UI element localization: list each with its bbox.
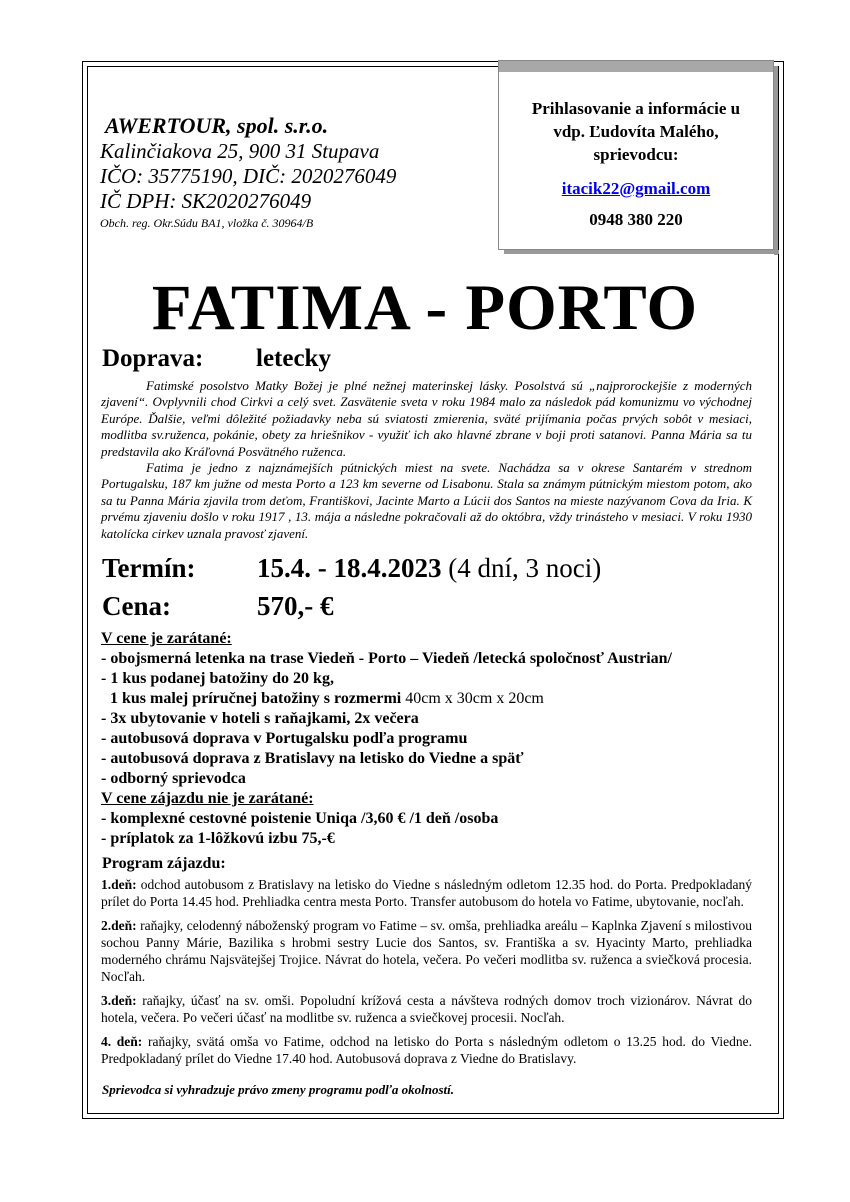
excluded-list: [101, 789, 761, 849]
day-1-label: 1.deň:: [101, 877, 137, 892]
included-heading: V cene je zarátané:: [101, 630, 232, 647]
company-name: AWERTOUR, spol. s.r.o.: [105, 113, 329, 138]
included-item-bus-portugal: - autobusová doprava v Portugalsku podľa programu: [101, 730, 468, 747]
program-day-3: [101, 992, 752, 1026]
term-label: Termín:: [102, 553, 196, 583]
contact-line-1: Prihlasovanie a informácie u: [531, 99, 741, 118]
contact-line-3: sprievodcu:: [593, 145, 679, 164]
included-item-luggage: - 1 kus podanej batožiny do 20 kg,: [101, 670, 334, 687]
transport-row: [102, 344, 331, 374]
intro-paragraph-2: Fatima je jedno z najznámejších pútnických miest na svete. Nachádza sa v okrese Santarém v strednom Portugalsku, 187 km južne od mesta Porto a 123 km severne od Lisabonu. Stala sa známym pútnickým miestom potom, ako sa tu Panna Mária zjavila trom deťom, Františkovi, Jacinte Marto a Lúcii dos Santos na mieste nazývanom Cova da Iria. K prvému zjaveniu došlo v roku 1917 , 13. mája a následne pokračovali až do októbra, vždy trinásteho v mesiaci. V roku 1930 katolícka cirkev uznala pravosť zjavení.: [101, 460, 752, 541]
company-info: [100, 113, 500, 231]
term-dates: 15.4. - 18.4.2023: [257, 553, 442, 583]
price-row: [102, 590, 334, 622]
company-vat: IČ DPH: SK2020276049: [100, 189, 312, 213]
day-2-text: raňajky, celodenný náboženský program vo Fatime – sv. omša, prehliadka areálu – Kaplnka Zjavení s milostivou sochou Panny Márie, Bazilika s hrobmi sestry Lucie dos Santos, sv. Františka a sv. Hyacinty Marto, prehliadka moderného chrámu Najsvätejšej Trojice. Návrat do hotela, večera. Po večeri modlitba sv. ruženca a sviečková procesia. Nocľah.: [101, 918, 752, 984]
transport-label: Doprava:: [102, 345, 204, 372]
price-label: Cena:: [102, 591, 171, 621]
program-footnote: Sprievodca si vyhradzuje právo zmeny programu podľa okolností.: [102, 1082, 455, 1097]
intro-paragraph-1: Fatimské posolstvo Matky Božej je plné nežnej materinskej lásky. Posolstvá sú „najprorockejšie z moderných zjavení“. Ovplyvnili chod Cirkvi a celý svet. Zasvätenie sveta v roku 1984 malo za následok pád komunizmu vo východnej Európe. Ďalšie, veľmi dôležité požiadavky neba sú sviatosti zmierenia, sväté prijímania počas prvých sobôt v mesiaci, modlitba sv.ruženca, pokánie, obety za hriešnikov - využiť ich ako hlavné zbrane v boji proti satanovi. Panna Mária sa tu predstavila ako Kráľovná Posvätného ruženca.: [101, 378, 752, 459]
included-item-bus-bratislava: - autobusová doprava z Bratislavy na letisko do Viedne a späť: [101, 750, 524, 767]
included-item-hand-luggage: [101, 689, 761, 709]
day-1-text: odchod autobusom z Bratislavy na letisko do Viedne s následným odletom 12.35 hod. do Porta. Predpokladaný prílet do Porta 14.45 hod. Prehliadka centra mesta Porto. Transfer autobusom do hotela vo Fatime, ubytovanie, nocľah.: [101, 877, 752, 909]
contact-email-link[interactable]: itacik22@gmail.com: [561, 179, 711, 198]
contact-line-2: vdp. Ľudovíta Malého,: [553, 122, 719, 141]
program-days: [101, 876, 752, 1074]
day-3-label: 3.deň:: [101, 993, 137, 1008]
contact-box-header-bar: [499, 61, 773, 72]
company-registry: Obch. reg. Okr.Súdu BA1, vložka č. 30964/B: [100, 216, 314, 230]
day-2-label: 2.deň:: [101, 918, 137, 933]
program-day-2: [101, 917, 752, 985]
price-value: 570,- €: [257, 591, 334, 621]
company-address: Kalinčiakova 25, 900 31 Stupava: [100, 139, 380, 163]
company-ids: IČO: 35775190, DIČ: 2020276049: [100, 164, 397, 188]
term-note: (4 dní, 3 noci): [441, 553, 602, 583]
day-4-label: 4. deň:: [101, 1034, 143, 1049]
included-item-hotel: - 3x ubytovanie v hoteli s raňajkami, 2x večera: [101, 710, 419, 727]
day-4-text: raňajky, svätá omša vo Fatime, odchod na letisko do Porta s následným odletom o 13.25 hod. do Viedne. Predpokladaný prílet do Viedne 17.40 hod. Autobusová doprava z Viedne do Bratislavy.: [101, 1034, 752, 1066]
contact-box: [498, 60, 774, 250]
excluded-item-single-room: - príplatok za 1-lôžkovú izbu 75,-€: [101, 830, 335, 847]
included-item-guide: - odborný sprievodca: [101, 770, 246, 787]
program-heading: Program zájazdu:: [102, 855, 226, 872]
day-3-text: raňajky, účasť na sv. omši. Popoludní krížová cesta a návšteva rodných domov troch vizionárov. Návrat do hotela, večera. Po večeri účasť na modlitbe sv. ruženca a sviečkovej procesii. Nocľah.: [101, 993, 752, 1025]
excluded-item-insurance: - komplexné cestovné poistenie Uniqa /3,60 € /1 deň /osoba: [101, 810, 499, 827]
program-day-4: [101, 1033, 752, 1067]
intro-text: [101, 378, 752, 542]
program-day-1: [101, 876, 752, 910]
included-list: [101, 629, 761, 789]
contact-box-shadow-bottom: [504, 250, 779, 254]
hand-luggage-text: 1 kus malej príručnej batožiny s rozmermi: [110, 690, 406, 707]
contact-box-shadow-right: [774, 66, 778, 255]
excluded-heading: V cene zájazdu nie je zarátané:: [101, 790, 314, 807]
page-title: FATIMA - PORTO: [151, 272, 699, 344]
included-item-flight: - obojsmerná letenka na trase Viedeň - Porto – Viedeň /letecká spoločnosť Austrian/: [101, 650, 672, 667]
term-row: [102, 552, 602, 584]
contact-phone: 0948 380 220: [589, 210, 683, 229]
transport-value: letecky: [256, 345, 331, 372]
hand-luggage-dimensions: 40cm x 30cm x 20cm: [405, 690, 544, 707]
